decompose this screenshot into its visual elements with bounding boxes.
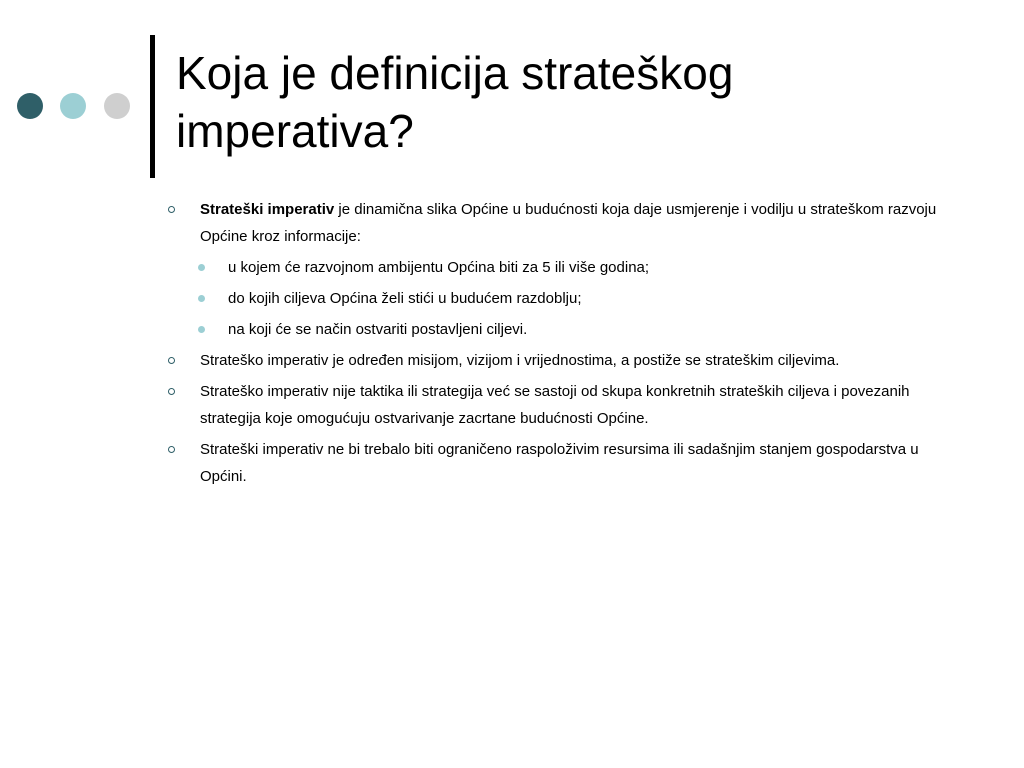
- sub-bullet-text: u kojem će razvojnom ambijentu Općina biti za 5 ili više godina;: [228, 259, 650, 276]
- bullet-text: Strateško imperativ nije taktika ili strategija već se sastoji od skupa konkretnih strateških ciljeva i povezanih strategija koje omogućuju ostvarivanje zacrtane budućnosti Općine.: [200, 383, 910, 427]
- ring-bullet-icon: [168, 206, 175, 213]
- dot-bullet-icon: [198, 326, 205, 333]
- bullet-text: Strateški imperativ ne bi trebalo biti ograničeno raspoloživim resursima ili sadašnjim stanjem gospodarstva u Općini.: [200, 441, 919, 485]
- bullet-text: Strateško imperativ je određen misijom, vizijom i vrijednostima, a postiže se strateškim ciljevima.: [200, 352, 840, 369]
- title-line-1: Koja je definicija strateškog: [176, 47, 734, 99]
- bullet-item: [166, 436, 956, 490]
- ring-bullet-icon: [168, 446, 175, 453]
- bullet-item: [166, 347, 956, 374]
- title-line-2: imperativa?: [176, 105, 414, 157]
- sub-bullet-item: [166, 285, 956, 312]
- gray-dot: [104, 93, 130, 119]
- ring-bullet-icon: [168, 357, 175, 364]
- bullet-bold-term: Strateški imperativ: [200, 201, 335, 218]
- title-vertical-rule: [150, 35, 155, 178]
- sub-bullet-text: do kojih ciljeva Općina želi stići u budućem razdoblju;: [228, 290, 582, 307]
- bullet-text: je dinamična slika Općine u budućnosti koja daje usmjerenje i vodilju u strateškom razvoju Općine kroz informacije:: [200, 201, 937, 245]
- bullet-item: [166, 378, 956, 432]
- sub-bullet-text: na koji će se način ostvariti postavljeni ciljevi.: [228, 321, 528, 338]
- slide-title: [176, 44, 996, 160]
- sub-bullet-item: [166, 254, 956, 281]
- dot-bullet-icon: [198, 295, 205, 302]
- ring-bullet-icon: [168, 388, 175, 395]
- light-teal-dot: [60, 93, 86, 119]
- dark-teal-dot: [17, 93, 43, 119]
- bullet-item-definition: [166, 196, 956, 250]
- dot-bullet-icon: [198, 264, 205, 271]
- slide-body: [166, 196, 956, 494]
- sub-bullet-item: [166, 316, 956, 343]
